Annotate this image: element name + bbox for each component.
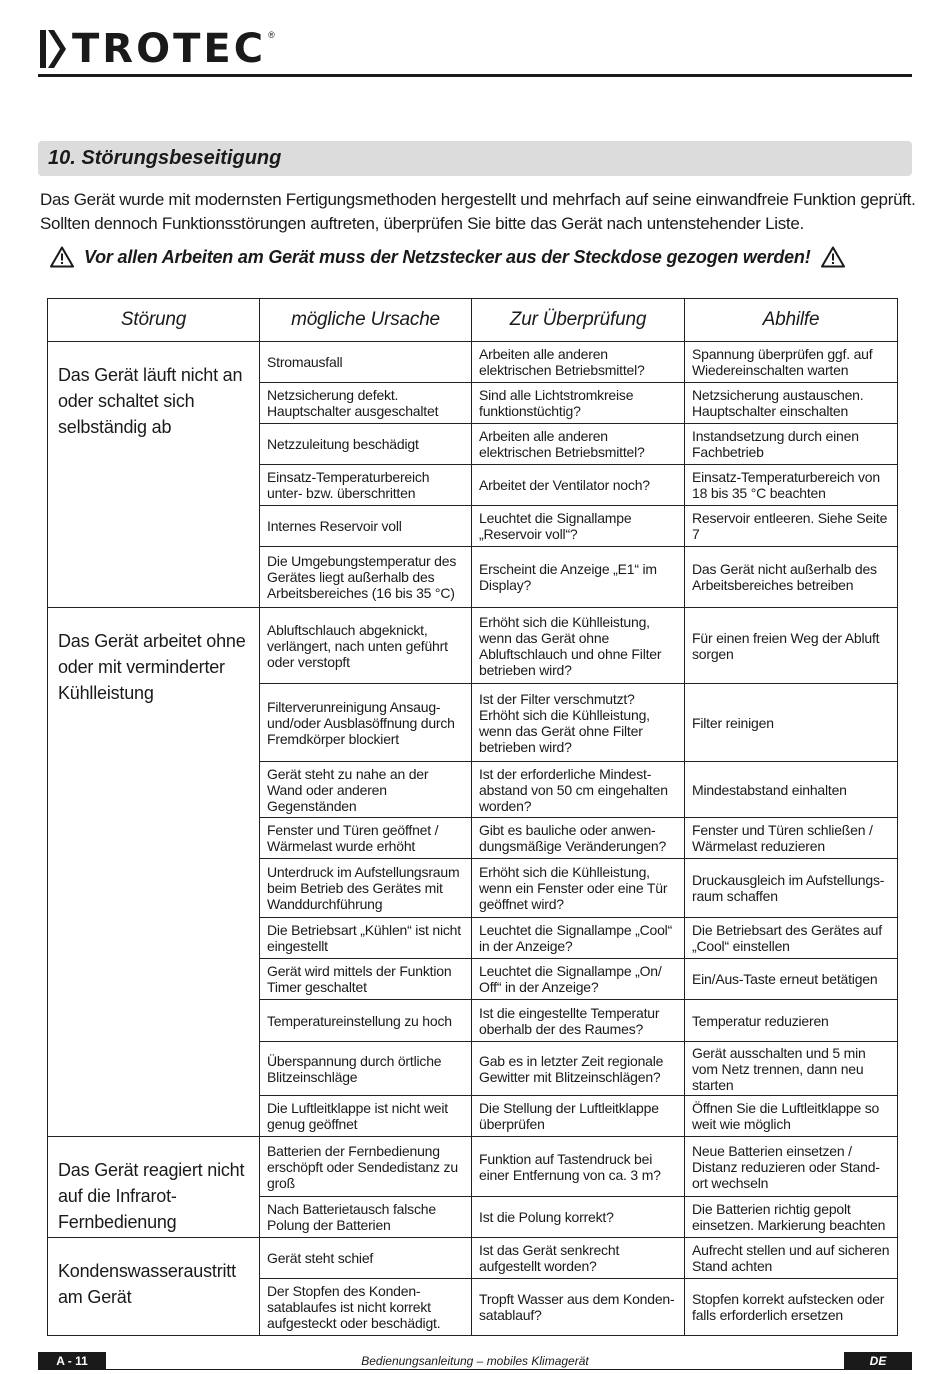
- remedy-cell: Für einen freien Weg der Abluft sorgen: [685, 608, 898, 684]
- column-header-remedy: Abhilfe: [685, 299, 898, 342]
- cause-cell: Der Stopfen des Konden-satablaufes ist nicht korrekt aufgesteckt oder beschädigt.: [260, 1279, 472, 1336]
- remedy-cell: Stopfen korrekt aufstecken oder falls erforderlich ersetzen: [685, 1279, 898, 1336]
- check-cell: Gab es in letzter Zeit regionale Gewitter mit Blitzeinschlägen?: [472, 1042, 685, 1096]
- remedy-cell: Ein/Aus-Taste erneut betätigen: [685, 959, 898, 1000]
- remedy-cell: Netzsicherung austauschen. Hauptschalter einschalten: [685, 383, 898, 424]
- cause-cell: Gerät steht zu nahe an der Wand oder anderen Gegenständen: [260, 762, 472, 818]
- check-cell: Ist der erforderliche Mindest-abstand von 50 cm eingehalten worden?: [472, 762, 685, 818]
- check-cell: Ist die eingestellte Temperatur oberhalb der des Raumes?: [472, 1000, 685, 1042]
- fault-cell: Das Gerät reagiert nicht auf die Infrarot-Fernbedienung: [48, 1137, 260, 1238]
- check-cell: Arbeiten alle anderen elektrischen Betriebsmittel?: [472, 342, 685, 383]
- check-cell: Tropft Wasser aus dem Konden-satablauf?: [472, 1279, 685, 1336]
- cause-cell: Die Luftleitklappe ist nicht weit genug geöffnet: [260, 1096, 472, 1137]
- remedy-cell: Temperatur reduzieren: [685, 1000, 898, 1042]
- cause-cell: Temperatureinstellung zu hoch: [260, 1000, 472, 1042]
- check-cell: Ist die Polung korrekt?: [472, 1197, 685, 1238]
- warning-notice: [50, 246, 845, 268]
- check-cell: Die Stellung der Luftleitklappe überprüfen: [472, 1096, 685, 1137]
- trotec-logo-icon: [40, 30, 66, 68]
- remedy-cell: Einsatz-Temperaturbereich von 18 bis 35 °C beachten: [685, 465, 898, 506]
- check-cell: Leuchtet die Signallampe „Cool“ in der Anzeige?: [472, 918, 685, 959]
- intro-paragraph: Das Gerät wurde mit modernsten Fertigungsmethoden hergestellt und mehrfach auf seine einwandfreie Funktion geprüft. Sollten dennoch Funktionsstörungen auftreten, überprüfen Sie bitte das Gerät nach untenstehender Liste.: [40, 190, 916, 233]
- cause-cell: Nach Batterietausch falsche Polung der Batterien: [260, 1197, 472, 1238]
- cause-cell: Unterdruck im Aufstellungsraum beim Betrieb des Gerätes mit Wanddurchführung: [260, 859, 472, 918]
- troubleshooting-table: [47, 298, 898, 1336]
- cause-cell: Überspannung durch örtliche Blitzeinschläge: [260, 1042, 472, 1096]
- check-cell: Funktion auf Tastendruck bei einer Entfernung von ca. 3 m?: [472, 1137, 685, 1197]
- table-row: [48, 1238, 898, 1279]
- footer-title: Bedienungsanleitung – mobiles Klimagerät: [106, 1352, 844, 1370]
- column-header-check: Zur Überprüfung: [472, 299, 685, 342]
- table-row: [48, 1137, 898, 1197]
- fault-cell: Kondenswasseraustritt am Gerät: [48, 1238, 260, 1336]
- remedy-cell: Die Batterien richtig gepolt einsetzen. Markierung beachten: [685, 1197, 898, 1238]
- cause-cell: Fenster und Türen geöffnet / Wärmelast wurde erhöht: [260, 818, 472, 859]
- cause-cell: Internes Reservoir voll: [260, 506, 472, 547]
- cause-cell: Die Betriebsart „Kühlen“ ist nicht eingestellt: [260, 918, 472, 959]
- cause-cell: Gerät steht schief: [260, 1238, 472, 1279]
- check-cell: Erhöht sich die Kühlleistung, wenn das Gerät ohne Abluftschlauch und ohne Filter betrieben wird?: [472, 608, 685, 684]
- check-cell: Erscheint die Anzeige „E1“ im Display?: [472, 547, 685, 608]
- check-cell: Arbeiten alle anderen elektrischen Betriebsmittel?: [472, 424, 685, 465]
- warning-text: Vor allen Arbeiten am Gerät muss der Netzstecker aus der Steckdose gezogen werden!: [84, 246, 811, 267]
- warning-triangle-icon: [821, 246, 845, 268]
- cause-cell: Einsatz-Temperaturbereich unter- bzw. überschritten: [260, 465, 472, 506]
- remedy-cell: Mindestabstand einhalten: [685, 762, 898, 818]
- remedy-cell: Öffnen Sie die Luftleitklappe so weit wie möglich: [685, 1096, 898, 1137]
- fault-cell: Das Gerät arbeitet ohne oder mit verminderter Kühlleistung: [48, 608, 260, 1137]
- column-header-fault: Störung: [48, 299, 260, 342]
- check-cell: Leuchtet die Signallampe „On/ Off“ in der Anzeige?: [472, 959, 685, 1000]
- remedy-cell: Filter reinigen: [685, 684, 898, 762]
- remedy-cell: Spannung überprüfen ggf. auf Wiedereinschalten warten: [685, 342, 898, 383]
- remedy-cell: Instandsetzung durch einen Fachbetrieb: [685, 424, 898, 465]
- cause-cell: Filterverunreinigung Ansaug- und/oder Ausblasöffnung durch Fremdkörper blockiert: [260, 684, 472, 762]
- section-title: 10. Störungsbeseitigung: [38, 141, 912, 176]
- header-rule: [38, 74, 912, 77]
- trotec-logo: [40, 28, 275, 70]
- table-row: [48, 608, 898, 684]
- brand-name: TROTEC: [72, 26, 267, 72]
- remedy-cell: Fenster und Türen schließen / Wärmelast reduzieren: [685, 818, 898, 859]
- table-header-row: [48, 299, 898, 342]
- check-cell: Erhöht sich die Kühlleistung, wenn ein Fenster oder eine Tür geöffnet wird?: [472, 859, 685, 918]
- cause-cell: Stromausfall: [260, 342, 472, 383]
- fault-cell: Das Gerät läuft nicht an oder schaltet sich selbständig ab: [48, 342, 260, 608]
- remedy-cell: Neue Batterien einsetzen / Distanz reduzieren oder Stand-ort wechseln: [685, 1137, 898, 1197]
- check-cell: Ist das Gerät senkrecht aufgestellt worden?: [472, 1238, 685, 1279]
- page-footer: [38, 1352, 912, 1370]
- page-number: A - 11: [38, 1352, 106, 1370]
- table-row: [48, 342, 898, 383]
- registered-mark: ®: [268, 30, 275, 40]
- remedy-cell: Die Betriebsart des Gerätes auf „Cool“ einstellen: [685, 918, 898, 959]
- check-cell: Arbeitet der Ventilator noch?: [472, 465, 685, 506]
- check-cell: Gibt es bauliche oder anwen-dungsmäßige Veränderungen?: [472, 818, 685, 859]
- cause-cell: Netzzuleitung beschädigt: [260, 424, 472, 465]
- cause-cell: Abluftschlauch abgeknickt, verlängert, nach unten geführt oder verstopft: [260, 608, 472, 684]
- check-cell: Ist der Filter verschmutzt? Erhöht sich die Kühlleistung, wenn das Gerät ohne Filter betrieben wird?: [472, 684, 685, 762]
- remedy-cell: Aufrecht stellen und auf sicheren Stand achten: [685, 1238, 898, 1279]
- cause-cell: Gerät wird mittels der Funktion Timer geschaltet: [260, 959, 472, 1000]
- cause-cell: Die Umgebungstemperatur des Gerätes liegt außerhalb des Arbeitsbereiches (16 bis 35 °C): [260, 547, 472, 608]
- check-cell: Leuchtet die Signallampe „Reservoir voll“?: [472, 506, 685, 547]
- cause-cell: Batterien der Fernbedienung erschöpft oder Sendedistanz zu groß: [260, 1137, 472, 1197]
- remedy-cell: Das Gerät nicht außerhalb des Arbeitsbereiches betreiben: [685, 547, 898, 608]
- column-header-cause: mögliche Ursache: [260, 299, 472, 342]
- language-code: DE: [844, 1352, 912, 1370]
- cause-cell: Netzsicherung defekt. Hauptschalter ausgeschaltet: [260, 383, 472, 424]
- remedy-cell: Druckausgleich im Aufstellungs-raum schaffen: [685, 859, 898, 918]
- check-cell: Sind alle Lichtstromkreise funktionstüchtig?: [472, 383, 685, 424]
- remedy-cell: Reservoir entleeren. Siehe Seite 7: [685, 506, 898, 547]
- warning-triangle-icon: [50, 246, 74, 268]
- remedy-cell: Gerät ausschalten und 5 min vom Netz trennen, dann neu starten: [685, 1042, 898, 1096]
